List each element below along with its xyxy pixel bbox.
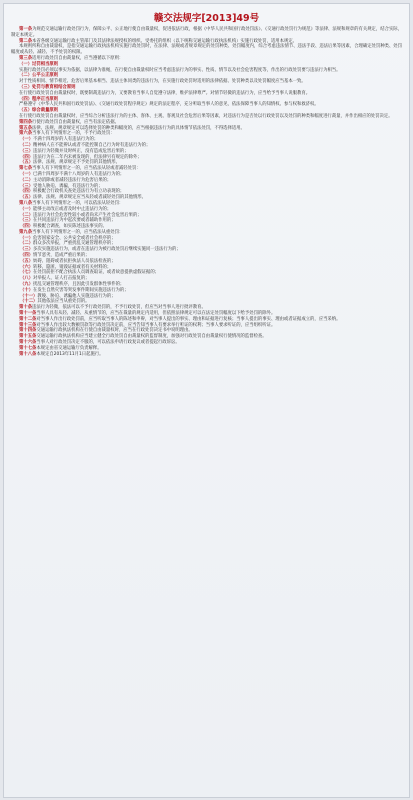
item-number: （十一） [20, 293, 38, 299]
item-number: （十） [20, 287, 34, 293]
article-paragraph [11, 27, 402, 39]
article-number: 第十七条 [19, 345, 37, 351]
article-number: 第十一条 [19, 311, 37, 317]
item-number: （二） [20, 177, 34, 183]
item-number: （九） [20, 282, 34, 288]
clause-text: 当事人有下列情形之一的，不予行政处罚： [32, 131, 115, 137]
clause-text: 对于性质相同、情节相近、危害后果基本相当、违法主体同类的违法行为，在实施行政处罚时适用的法律依据、处罚种类以及处罚幅度应当基本一致。 [19, 79, 306, 85]
article-number: 第十六条 [19, 340, 37, 346]
clause-text: 对举报人、证人打击报复的； [33, 276, 90, 282]
clause-text: 违法行为轻微，依法可以不予行政处罚的，不予行政处罚，但应当对当事人进行批评教育。 [32, 305, 206, 311]
article-number: 第五条 [19, 125, 33, 131]
item-number: （一） [20, 171, 34, 177]
clause-text: 对当事人作出较大数额罚款等行政处罚决定前，应当告知当事人有要求举行听证的权利；当事人要求听证的，应当组织听证。 [36, 322, 276, 328]
article-number: 第十条 [19, 305, 33, 311]
clause-text: 对当事人作出行政处罚前，应当听取当事人的陈述和申辩，对当事人提出的事实、理由和证据进行复核；当事人提出的事实、理由或者证据成立的，应当采纳。 [36, 316, 341, 322]
item-number: （四） [20, 154, 34, 160]
article-number: 第六条 [19, 131, 33, 137]
clause-text: 积极配合行政机关查处违法行为有立功表现的； [33, 189, 125, 195]
document-title: 赣交法规字[2013]49号 [153, 13, 260, 24]
section-subheading: （三）处罚与教育相结合原则 [19, 84, 76, 90]
article-number: 第十八条 [19, 351, 37, 357]
item-number: （五） [20, 258, 34, 264]
clause-text: 当事人具有从轻、减轻、从重情节的，应当在裁量的规定内适用，但依照法律规定可以在法定处罚幅度以下给予处罚的除外。 [36, 311, 276, 317]
item-number: （四） [20, 253, 34, 259]
clause-text: 其他依法应当从重处罚的。 [37, 299, 90, 305]
clause-text: 多次实施违法行为，或者在违法行为被行政处罚后继续实施同一违法行为的； [33, 247, 181, 253]
section-subheading: （四）程序正当原则 [19, 96, 59, 102]
item-number: （三） [20, 247, 34, 253]
clause-text: 情节恶劣，造成严重后果的； [33, 253, 90, 259]
article-number: 第十四条 [19, 328, 37, 334]
item-number: （八） [20, 276, 34, 282]
article-number: 第十三条 [19, 322, 37, 328]
clause-text: 积极配合调查，如实陈述违法事实的。 [33, 224, 107, 230]
clause-text: 交通运输行政执法机构应当建立健全行政处罚自由裁量权的监督制度，加强对行政处罚自由裁量权行使情况的监督检查。 [36, 334, 267, 340]
clause-text: 违法行为社会危害性较小或者尚未产生社会危害后果的； [33, 212, 142, 218]
article-paragraph [11, 352, 402, 358]
section-subheading: （一）过罚相当原则 [19, 61, 59, 67]
item-number: （一） [20, 206, 34, 212]
clause-text: 本省各级交通运输行政主管部门及其法律法规授权的组织、受委托的组织（以下统称交通运输行政执法机构）实施行政处罚，适用本规定。 [32, 38, 297, 44]
article-paragraph [11, 44, 402, 56]
clause-text: 本规定自2013年11月1日起施行。 [36, 351, 104, 357]
item-number: （十二） [20, 299, 38, 305]
clause-text: 当事人有下列情形之一的，应当依法从轻或者减轻处罚： [32, 166, 141, 172]
item-number: （二） [20, 241, 34, 247]
clause-text: 本规定由省交通运输厅负责解释。 [36, 345, 102, 351]
clause-text: 在行使行政处罚自由裁量权时，应当综合分析违法行为的主体、客体、主观、客观及社会危害后果等因素，对违法行为是否处以行政处罚以及处罚的种类和幅度进行裁量，并作出相应的处罚决定。 [19, 113, 393, 119]
item-number: （三） [20, 148, 34, 154]
article-number: 第四条 [19, 119, 33, 125]
clause-text: 适用行政处罚自由裁量权，应当遵循以下原则： [32, 55, 124, 61]
document-panel [3, 3, 410, 798]
clause-text: 妨碍、阻碍或者抗拒执法人员依法检查的； [33, 258, 116, 264]
clause-text: 在处罚前拒不配合执法人员调查取证，或者故意提供虚假证据的； [33, 270, 159, 276]
clause-text: 危害国家安全、公共安全或者社会秩序的； [33, 235, 116, 241]
item-number: （五） [20, 160, 34, 166]
item-number: （一） [20, 137, 34, 143]
clause-text: 行使行政处罚自由裁量权，应当有法定依据。 [32, 119, 119, 125]
clause-text: 本规则所称自由裁量权，是指交通运输行政执法机构实施行政处罚时，在法律、法规或者规章规定的处罚种类、处罚幅度内，综合考虑违法情节、违法手段、违法后果等因素，合理确定处罚种类、处罚幅度或从轻、减轻、不予处罚的权限。 [11, 44, 402, 56]
clause-text: 精神病人在不能辨认或者不能控制自己行为时有违法行为的； [33, 142, 151, 148]
clause-text: 受他人胁迫、诱骗，有违法行为的； [33, 183, 103, 189]
clause-text: 不满十四周岁的人有违法行为的； [33, 137, 99, 143]
clause-text: 能够主动改正或者及时中止违法行为的； [33, 206, 112, 212]
clause-text: 交通运输行政执法机构在行使自由裁量权时，应当在行政处罚决定书中说明理由。 [36, 328, 193, 334]
item-number: （六） [20, 264, 34, 270]
item-number: （三） [20, 183, 34, 189]
article-number: 第一条 [19, 27, 33, 32]
clause-text: 当事人对行政处罚决定不服的，可以依法申请行政复议或者提起行政诉讼。 [36, 340, 180, 346]
article-number: 第三条 [19, 55, 33, 61]
article-number: 第九条 [19, 229, 33, 235]
article-number: 第二条 [19, 38, 33, 44]
clause-text: 为规范交通运输行政处罚行为，保障公平、公正地行使自由裁量权，促进依法行政，根据《中华人民共和国行政处罚法》、《交通行政处罚行为规范》等法律、法规和规章的有关规定，结合实际，制定本规定。 [11, 27, 402, 38]
clause-text: 转移、隐匿、销毁证据或者有关材料的； [33, 264, 112, 270]
clause-text: 主动消除或者减轻违法行为危害后果的； [33, 177, 112, 183]
clause-text: 当事人有下列情形之一的，应当依法从重处罚： [32, 229, 124, 235]
item-number: （五） [20, 195, 34, 201]
section-subheading: （五）综合裁量原则 [19, 108, 59, 114]
item-number: （四） [20, 224, 34, 230]
article-number: 第十二条 [19, 316, 37, 322]
clause-text: 在行使行政处罚自由裁量权时，既要制裁违法行为，又要教育当事人自觉遵守法律，维护法律尊严。对情节轻微的违法行为，应当给予当事人说服教育。 [19, 90, 311, 96]
clause-text: 当事人有下列情形之一的，可以依法从轻处罚： [32, 200, 124, 206]
clause-text: 已满十四周岁不满十八周岁的人有违法行为的； [33, 171, 125, 177]
article-number: 第七条 [19, 166, 33, 172]
item-number: （二） [20, 212, 34, 218]
clause-text: 扰乱交通管理秩序，且因此引发群体性事件的； [33, 282, 125, 288]
document-body [4, 27, 409, 357]
section-subheading: （二）公平公正原则 [19, 73, 59, 79]
clause-text: 严格遵守《中华人民共和国行政处罚法》、《交通行政处罚程序规定》规定的法定程序，充分听取当事人的意见，依法保障当事人的知情权、参与权和救济权。 [19, 102, 319, 108]
clause-text: 在发生自然灾害等突发事件期间实施违法行为的； [33, 287, 129, 293]
clause-text: 违法行为轻微并及时纠正，没有造成危害后果的； [33, 148, 129, 154]
clause-text: 群众多次举报，严重扰乱交通管理秩序的； [33, 241, 116, 247]
item-number: （三） [20, 218, 34, 224]
article-number: 第八条 [19, 200, 33, 206]
clause-text: 实施行政处罚必须以事实为依据，以法律为准绳，在行使自由裁量权时应当考虑违法行为的事实、性质、情节以及社会危害程度等，作出的行政处罚要与违法行为相当。 [19, 67, 341, 73]
item-number: （七） [20, 270, 34, 276]
clause-text: 法律、法规、规章规定可以选择处罚的种类和幅度的，应当根据违法行为的具体情节依法处罚，不得选择适用。 [32, 125, 245, 131]
clause-text: 在共同违法行为中起次要或者辅助作用的； [33, 218, 116, 224]
item-number: （二） [20, 142, 34, 148]
item-number: （一） [20, 235, 34, 241]
clause-text: 教唆、胁迫、诱骗他人实施违法行为的； [37, 293, 116, 299]
clause-text: 法律、法规、规章规定应当从轻或者减轻处罚的其他情形。 [33, 195, 146, 201]
clause-text: 法律、法规、规章规定不予处罚的其他情形。 [33, 160, 120, 166]
clause-text: 违法行为在二年内未被发现的，但法律另有规定的除外； [33, 154, 142, 160]
article-number: 第十五条 [19, 334, 37, 340]
item-number: （四） [20, 189, 34, 195]
